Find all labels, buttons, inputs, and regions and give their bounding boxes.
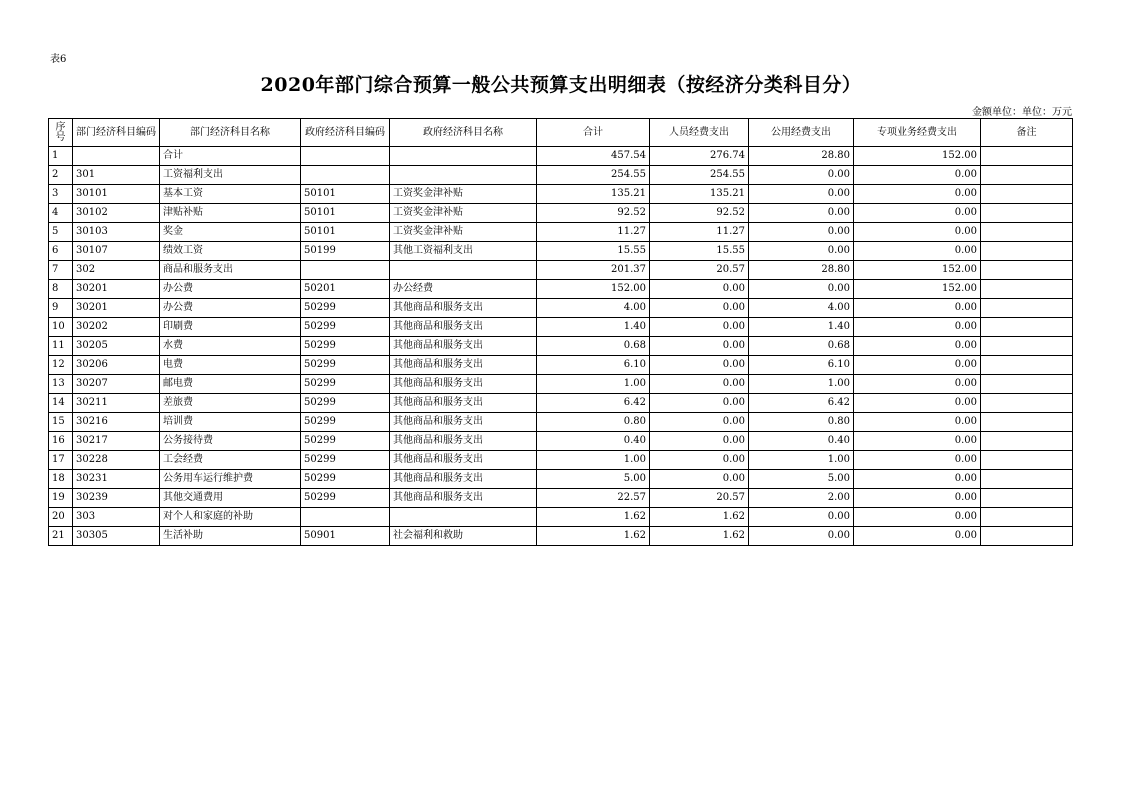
cell-total: 1.40 — [537, 318, 650, 337]
cell-personnel: 0.00 — [650, 337, 749, 356]
cell-personnel: 0.00 — [650, 318, 749, 337]
cell-special: 152.00 — [854, 280, 981, 299]
cell-public: 6.10 — [749, 356, 854, 375]
cell-gov-code: 50299 — [301, 394, 390, 413]
cell-total: 1.62 — [537, 508, 650, 527]
table-row — [49, 337, 1073, 356]
cell-gov-name: 社会福利和救助 — [390, 527, 537, 546]
cell-personnel: 20.57 — [650, 261, 749, 280]
col-header-public: 公用经费支出 — [749, 119, 854, 147]
cell-gov-code: 50299 — [301, 356, 390, 375]
table-row — [49, 299, 1073, 318]
cell-dept-name: 津贴补贴 — [160, 204, 301, 223]
cell-remark — [981, 413, 1073, 432]
cell-public: 0.00 — [749, 185, 854, 204]
cell-personnel: 135.21 — [650, 185, 749, 204]
cell-total: 1.00 — [537, 451, 650, 470]
cell-gov-name: 其他商品和服务支出 — [390, 413, 537, 432]
col-header-remark: 备注 — [981, 119, 1073, 147]
table-row — [49, 432, 1073, 451]
cell-seq: 20 — [49, 508, 73, 527]
cell-gov-name: 工资奖金津补贴 — [390, 223, 537, 242]
cell-seq: 21 — [49, 527, 73, 546]
cell-total: 22.57 — [537, 489, 650, 508]
cell-seq: 13 — [49, 375, 73, 394]
cell-dept-code: 301 — [73, 166, 160, 185]
cell-seq: 3 — [49, 185, 73, 204]
cell-gov-name: 其他商品和服务支出 — [390, 489, 537, 508]
cell-seq: 8 — [49, 280, 73, 299]
table-row — [49, 508, 1073, 527]
cell-gov-code: 50299 — [301, 318, 390, 337]
cell-remark — [981, 204, 1073, 223]
cell-special: 0.00 — [854, 451, 981, 470]
cell-dept-name: 差旅费 — [160, 394, 301, 413]
cell-dept-code: 30101 — [73, 185, 160, 204]
table-row — [49, 413, 1073, 432]
cell-public: 5.00 — [749, 470, 854, 489]
cell-remark — [981, 318, 1073, 337]
table-row — [49, 375, 1073, 394]
cell-special: 0.00 — [854, 356, 981, 375]
table-row — [49, 451, 1073, 470]
cell-gov-name — [390, 147, 537, 166]
cell-remark — [981, 280, 1073, 299]
cell-total: 15.55 — [537, 242, 650, 261]
cell-dept-name: 公务用车运行维护费 — [160, 470, 301, 489]
cell-remark — [981, 489, 1073, 508]
cell-public: 0.80 — [749, 413, 854, 432]
cell-gov-code: 50101 — [301, 185, 390, 204]
cell-gov-code: 50201 — [301, 280, 390, 299]
cell-gov-code: 50299 — [301, 337, 390, 356]
cell-dept-name: 培训费 — [160, 413, 301, 432]
cell-remark — [981, 451, 1073, 470]
cell-total: 92.52 — [537, 204, 650, 223]
cell-dept-name: 印刷费 — [160, 318, 301, 337]
cell-gov-code: 50101 — [301, 204, 390, 223]
cell-special: 0.00 — [854, 470, 981, 489]
cell-seq: 4 — [49, 204, 73, 223]
cell-seq: 17 — [49, 451, 73, 470]
table-row — [49, 356, 1073, 375]
cell-total: 5.00 — [537, 470, 650, 489]
cell-remark — [981, 527, 1073, 546]
cell-special: 0.00 — [854, 185, 981, 204]
col-header-dept-code: 部门经济科目编码 — [73, 119, 160, 147]
cell-gov-name — [390, 508, 537, 527]
cell-dept-code: 30207 — [73, 375, 160, 394]
cell-personnel: 0.00 — [650, 280, 749, 299]
table-row — [49, 394, 1073, 413]
cell-dept-code: 30201 — [73, 299, 160, 318]
cell-special: 0.00 — [854, 337, 981, 356]
cell-special: 0.00 — [854, 489, 981, 508]
unit-note: 金额单位：单位：万元 — [972, 107, 1072, 118]
cell-gov-name: 其他商品和服务支出 — [390, 394, 537, 413]
cell-dept-name: 工会经费 — [160, 451, 301, 470]
cell-total: 4.00 — [537, 299, 650, 318]
table-header-row — [49, 119, 1073, 147]
cell-seq: 16 — [49, 432, 73, 451]
cell-public: 0.00 — [749, 527, 854, 546]
cell-gov-name: 其他商品和服务支出 — [390, 470, 537, 489]
cell-dept-code: 30102 — [73, 204, 160, 223]
table-row — [49, 261, 1073, 280]
cell-special: 0.00 — [854, 394, 981, 413]
cell-personnel: 0.00 — [650, 451, 749, 470]
cell-public: 0.00 — [749, 223, 854, 242]
cell-gov-code: 50299 — [301, 299, 390, 318]
cell-gov-code: 50299 — [301, 470, 390, 489]
col-header-gov-name: 政府经济科目名称 — [390, 119, 537, 147]
cell-dept-name: 工资福利支出 — [160, 166, 301, 185]
cell-gov-name: 其他商品和服务支出 — [390, 451, 537, 470]
cell-dept-name: 办公费 — [160, 299, 301, 318]
table-body — [49, 147, 1073, 546]
cell-seq: 10 — [49, 318, 73, 337]
cell-special: 0.00 — [854, 223, 981, 242]
table-row — [49, 147, 1073, 166]
cell-personnel: 0.00 — [650, 432, 749, 451]
col-header-personnel: 人员经费支出 — [650, 119, 749, 147]
cell-special: 0.00 — [854, 432, 981, 451]
cell-dept-code: 30103 — [73, 223, 160, 242]
cell-public: 1.00 — [749, 375, 854, 394]
cell-public: 0.00 — [749, 280, 854, 299]
cell-total: 0.68 — [537, 337, 650, 356]
cell-dept-code: 30211 — [73, 394, 160, 413]
cell-remark — [981, 147, 1073, 166]
cell-seq: 15 — [49, 413, 73, 432]
cell-special: 0.00 — [854, 204, 981, 223]
cell-remark — [981, 185, 1073, 204]
table-row — [49, 489, 1073, 508]
cell-remark — [981, 223, 1073, 242]
cell-special: 152.00 — [854, 261, 981, 280]
cell-gov-name: 其他商品和服务支出 — [390, 299, 537, 318]
cell-gov-code: 50299 — [301, 413, 390, 432]
cell-special: 0.00 — [854, 318, 981, 337]
cell-gov-code — [301, 147, 390, 166]
cell-remark — [981, 261, 1073, 280]
cell-dept-name: 商品和服务支出 — [160, 261, 301, 280]
page-title: 2020年部门综合预算一般公共预算支出明细表（按经济分类科目分） — [260, 74, 862, 96]
cell-gov-code: 50299 — [301, 451, 390, 470]
cell-gov-name — [390, 261, 537, 280]
cell-dept-code: 30231 — [73, 470, 160, 489]
cell-seq: 5 — [49, 223, 73, 242]
cell-total: 1.00 — [537, 375, 650, 394]
cell-total: 152.00 — [537, 280, 650, 299]
table-row — [49, 223, 1073, 242]
cell-remark — [981, 337, 1073, 356]
cell-dept-name: 绩效工资 — [160, 242, 301, 261]
cell-dept-code: 30201 — [73, 280, 160, 299]
cell-dept-code: 303 — [73, 508, 160, 527]
cell-remark — [981, 508, 1073, 527]
cell-dept-code: 30228 — [73, 451, 160, 470]
col-header-dept-name: 部门经济科目名称 — [160, 119, 301, 147]
cell-public: 1.40 — [749, 318, 854, 337]
cell-special: 0.00 — [854, 299, 981, 318]
cell-seq: 11 — [49, 337, 73, 356]
cell-dept-name: 邮电费 — [160, 375, 301, 394]
cell-remark — [981, 432, 1073, 451]
cell-dept-name: 奖金 — [160, 223, 301, 242]
cell-total: 0.80 — [537, 413, 650, 432]
cell-seq: 12 — [49, 356, 73, 375]
cell-special: 0.00 — [854, 166, 981, 185]
col-header-gov-code: 政府经济科目编码 — [301, 119, 390, 147]
cell-seq: 14 — [49, 394, 73, 413]
cell-dept-code: 30107 — [73, 242, 160, 261]
table-number-label: 表6 — [50, 54, 67, 65]
table-row — [49, 318, 1073, 337]
cell-personnel: 11.27 — [650, 223, 749, 242]
cell-public: 6.42 — [749, 394, 854, 413]
cell-total: 11.27 — [537, 223, 650, 242]
cell-remark — [981, 299, 1073, 318]
cell-gov-code: 50299 — [301, 489, 390, 508]
cell-dept-name: 生活补助 — [160, 527, 301, 546]
cell-seq: 1 — [49, 147, 73, 166]
cell-gov-code — [301, 261, 390, 280]
cell-remark — [981, 356, 1073, 375]
cell-total: 6.10 — [537, 356, 650, 375]
table-row — [49, 527, 1073, 546]
cell-gov-code — [301, 508, 390, 527]
cell-personnel: 1.62 — [650, 527, 749, 546]
cell-gov-code — [301, 166, 390, 185]
table-row — [49, 204, 1073, 223]
cell-dept-code: 30206 — [73, 356, 160, 375]
cell-personnel: 0.00 — [650, 375, 749, 394]
cell-dept-code: 30305 — [73, 527, 160, 546]
cell-total: 0.40 — [537, 432, 650, 451]
cell-seq: 18 — [49, 470, 73, 489]
cell-special: 0.00 — [854, 413, 981, 432]
cell-gov-name: 工资奖金津补贴 — [390, 204, 537, 223]
table-row — [49, 242, 1073, 261]
cell-gov-name: 办公经费 — [390, 280, 537, 299]
budget-table — [48, 118, 1073, 546]
cell-public: 0.68 — [749, 337, 854, 356]
col-header-seq: 序号 — [49, 119, 73, 147]
cell-total: 457.54 — [537, 147, 650, 166]
cell-personnel: 276.74 — [650, 147, 749, 166]
cell-special: 0.00 — [854, 375, 981, 394]
table-row — [49, 470, 1073, 489]
cell-dept-code — [73, 147, 160, 166]
cell-dept-name: 其他交通费用 — [160, 489, 301, 508]
cell-public: 28.80 — [749, 147, 854, 166]
cell-dept-name: 基本工资 — [160, 185, 301, 204]
cell-special: 0.00 — [854, 242, 981, 261]
cell-public: 0.40 — [749, 432, 854, 451]
cell-dept-code: 30217 — [73, 432, 160, 451]
cell-gov-name: 其他商品和服务支出 — [390, 318, 537, 337]
cell-personnel: 92.52 — [650, 204, 749, 223]
cell-personnel: 0.00 — [650, 394, 749, 413]
cell-total: 135.21 — [537, 185, 650, 204]
cell-public: 4.00 — [749, 299, 854, 318]
table-row — [49, 166, 1073, 185]
cell-dept-name: 公务接待费 — [160, 432, 301, 451]
table-row — [49, 185, 1073, 204]
table-row — [49, 280, 1073, 299]
cell-public: 0.00 — [749, 166, 854, 185]
cell-seq: 9 — [49, 299, 73, 318]
cell-gov-code: 50299 — [301, 432, 390, 451]
cell-remark — [981, 470, 1073, 489]
cell-dept-code: 30216 — [73, 413, 160, 432]
cell-total: 6.42 — [537, 394, 650, 413]
cell-gov-name: 其他商品和服务支出 — [390, 375, 537, 394]
cell-special: 0.00 — [854, 508, 981, 527]
cell-public: 0.00 — [749, 242, 854, 261]
cell-personnel: 20.57 — [650, 489, 749, 508]
cell-gov-name: 工资奖金津补贴 — [390, 185, 537, 204]
cell-total: 254.55 — [537, 166, 650, 185]
cell-gov-name: 其他工资福利支出 — [390, 242, 537, 261]
cell-dept-code: 302 — [73, 261, 160, 280]
cell-dept-code: 30205 — [73, 337, 160, 356]
cell-personnel: 0.00 — [650, 470, 749, 489]
cell-seq: 7 — [49, 261, 73, 280]
cell-gov-name: 其他商品和服务支出 — [390, 337, 537, 356]
cell-dept-code: 30202 — [73, 318, 160, 337]
cell-dept-name: 办公费 — [160, 280, 301, 299]
cell-total: 1.62 — [537, 527, 650, 546]
cell-seq: 19 — [49, 489, 73, 508]
cell-remark — [981, 166, 1073, 185]
cell-gov-code: 50199 — [301, 242, 390, 261]
cell-remark — [981, 242, 1073, 261]
cell-gov-code: 50101 — [301, 223, 390, 242]
cell-gov-code: 50299 — [301, 375, 390, 394]
cell-public: 2.00 — [749, 489, 854, 508]
cell-remark — [981, 375, 1073, 394]
cell-special: 0.00 — [854, 527, 981, 546]
cell-seq: 2 — [49, 166, 73, 185]
cell-personnel: 1.62 — [650, 508, 749, 527]
cell-total: 201.37 — [537, 261, 650, 280]
cell-public: 1.00 — [749, 451, 854, 470]
cell-dept-name: 水费 — [160, 337, 301, 356]
cell-dept-name: 对个人和家庭的补助 — [160, 508, 301, 527]
col-header-total: 合计 — [537, 119, 650, 147]
cell-personnel: 15.55 — [650, 242, 749, 261]
cell-public: 28.80 — [749, 261, 854, 280]
cell-public: 0.00 — [749, 508, 854, 527]
cell-special: 152.00 — [854, 147, 981, 166]
cell-dept-code: 30239 — [73, 489, 160, 508]
cell-personnel: 0.00 — [650, 413, 749, 432]
cell-dept-name: 合计 — [160, 147, 301, 166]
cell-public: 0.00 — [749, 204, 854, 223]
cell-dept-name: 电费 — [160, 356, 301, 375]
cell-gov-name: 其他商品和服务支出 — [390, 356, 537, 375]
cell-personnel: 254.55 — [650, 166, 749, 185]
cell-gov-code: 50901 — [301, 527, 390, 546]
cell-remark — [981, 394, 1073, 413]
cell-gov-name: 其他商品和服务支出 — [390, 432, 537, 451]
cell-personnel: 0.00 — [650, 356, 749, 375]
col-header-special: 专项业务经费支出 — [854, 119, 981, 147]
cell-seq: 6 — [49, 242, 73, 261]
cell-personnel: 0.00 — [650, 299, 749, 318]
cell-gov-name — [390, 166, 537, 185]
